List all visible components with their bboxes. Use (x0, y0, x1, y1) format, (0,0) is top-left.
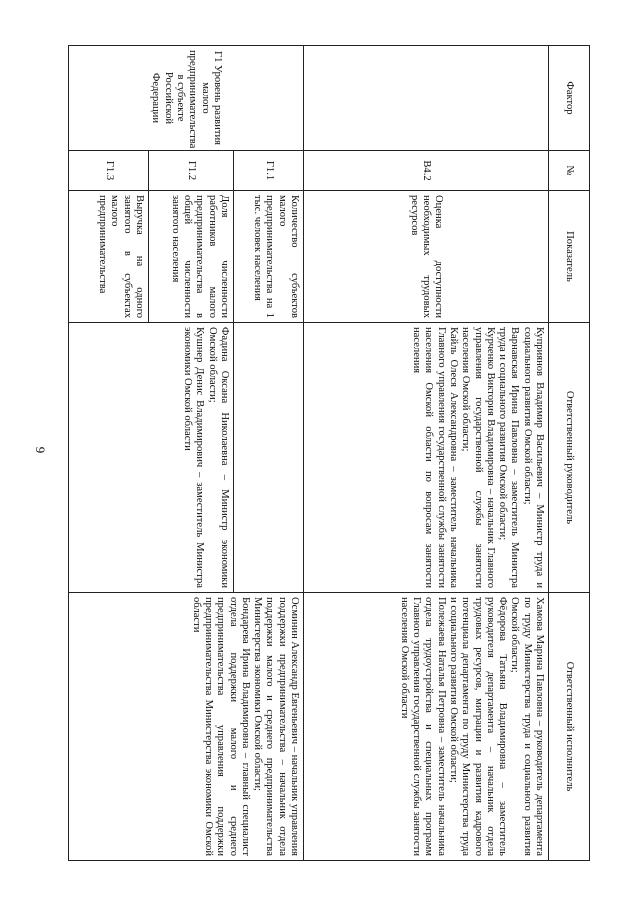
header-responsible-executor: Ответственный исполнитель (549, 593, 590, 861)
number-cell: Г1.3 (69, 151, 149, 191)
factor-cell (304, 46, 549, 151)
factor-cell: Г1 Уровень развития малого предпринимательства в субъекте Российской Федерации (69, 46, 304, 151)
responsible-head-cell-empty (234, 323, 304, 593)
responsible-executor-cell: Хамова Марина Павловна – руководитель департамента по труду Министерства труда и социального развития Омской области; Фёдорова Татьяна Владимировна – заместитель руководителя департамента – начальник отдела трудовых ресурсов, миграции и развития кадрового потенциала департамента по труду Министерства труда и социального развития Омской области; Полежаева Наталья Петровна – заместитель начальника отдела трудоустройства и специальных программ Главного управления государственной службы занятости населения Омской области (304, 593, 549, 861)
header-number: № (549, 151, 590, 191)
number-cell: Г1.1 (234, 151, 304, 191)
table-row (234, 46, 304, 861)
indicator-cell: Выручка на одного занятого в субъектах малого предпринимательства (69, 191, 149, 323)
header-responsible-head: Ответственный руководитель (549, 323, 590, 593)
indicator-cell: Количество субъектов малого предпринимательства на 1 тыс. человек населения (234, 191, 304, 323)
responsibility-table (68, 45, 590, 861)
table-header-row (549, 46, 590, 861)
number-cell: В4.2 (304, 151, 549, 191)
responsible-head-cell: Фадина Оксана Николаевна – Министр экономики Омской области; Кушнер Денис Владимирович – заместитель Министра экономики Омской области (69, 323, 234, 593)
page-number: 9 (33, 446, 48, 454)
header-factor: Фактор (549, 46, 590, 151)
responsible-executor-cell: Осминин Александр Евгеньевич – начальник управления поддержки предпринимательства – начальник отдела поддержки малого и среднего предпринимательства Министерства экономики Омской области; Бондарева Ирина Владимировна – главный специалист отдела поддержки малого и среднего предпринимательства управления поддержки предпринимательства Министерства экономики Омской области (69, 593, 304, 861)
responsible-head-cell: Куприянов Владимир Васильевич – Министр труда и социального развития Омской области; Варнавская Ирина Павловна – заместитель Министра труда и социального развития Омской области; Курченко Виктория Владимировна – начальник Главного управления государственной службы занятости населения Омской области; Кайль Олеся Александровна – заместитель начальника Главного управления государственной службы занятости населения Омской области по вопросам занятости населения (304, 323, 549, 593)
header-indicator: Показатель (549, 191, 590, 323)
indicator-cell: Оценка доступности необходимых трудовых ресурсов (304, 191, 549, 323)
rotated-table-container (70, 45, 590, 860)
table-row (304, 46, 549, 861)
indicator-cell: Доля численности работников малого предпринимательства в общей численности занятого населения (149, 191, 234, 323)
number-cell: Г1.2 (149, 151, 234, 191)
